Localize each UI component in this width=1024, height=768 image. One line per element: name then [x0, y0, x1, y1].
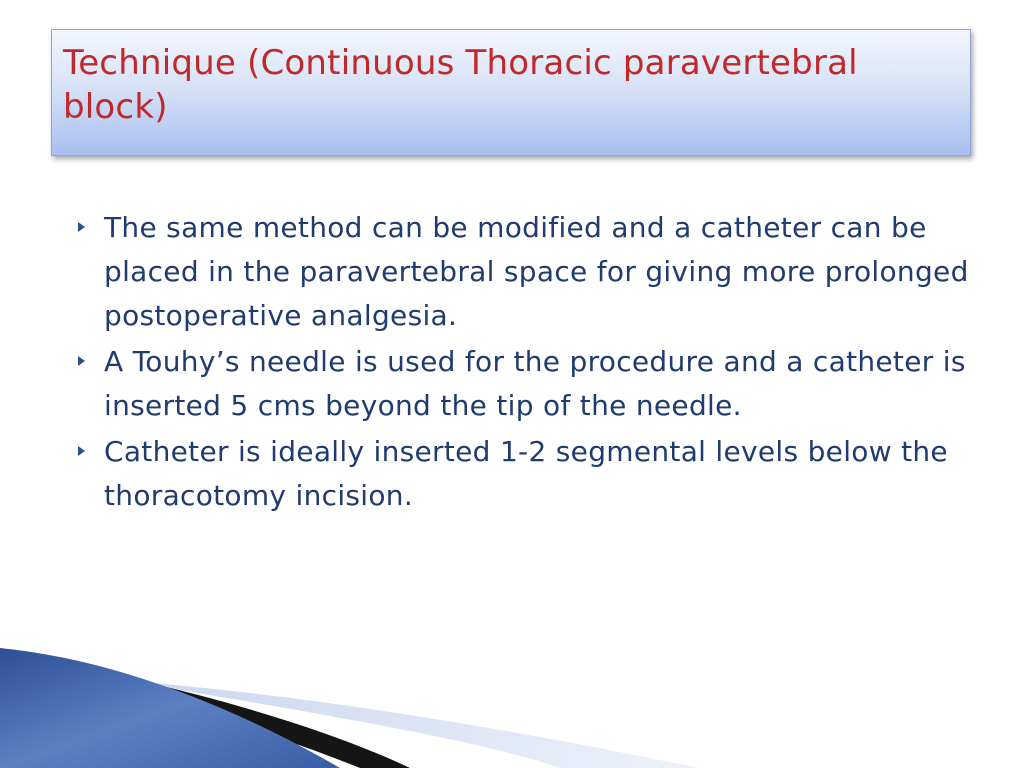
triangle-right-icon: [78, 356, 85, 366]
title-banner: [51, 29, 971, 156]
triangle-right-icon: [78, 446, 85, 456]
bullet-item: [78, 340, 978, 428]
triangle-right-icon: [78, 222, 85, 232]
slide-title: Technique (Continuous Thoracic paravertebral block): [63, 43, 858, 127]
bullet-text: A Touhy’s needle is used for the procedure and a catheter is inserted 5 cms beyond the tip of the needle.: [104, 345, 966, 422]
corner-swoosh-decoration: [0, 640, 1024, 768]
bullet-text: The same method can be modified and a catheter can be placed in the paravertebral space for giving more prolonged postoperative analgesia.: [104, 211, 969, 332]
bullet-item: [78, 206, 978, 338]
bullet-item: [78, 430, 978, 518]
bullet-text: Catheter is ideally inserted 1-2 segmental levels below the thoracotomy incision.: [104, 435, 948, 512]
bullet-list: [78, 206, 978, 520]
